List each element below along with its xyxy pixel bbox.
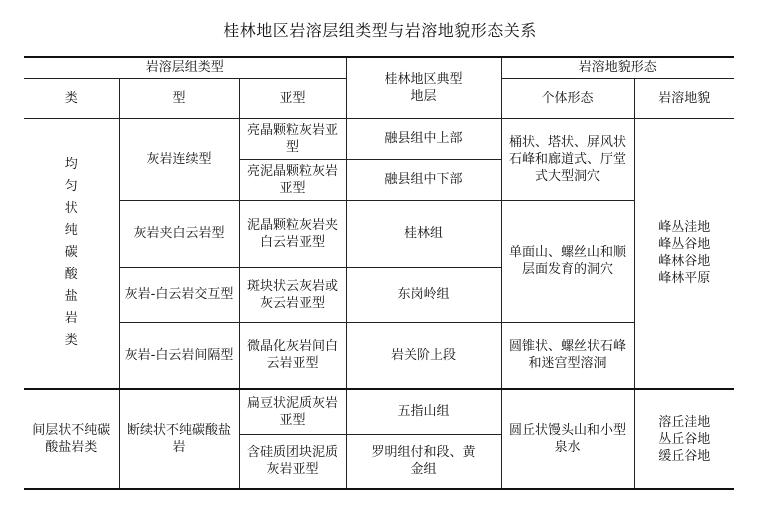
header-individual: 个体形态 bbox=[501, 78, 634, 118]
form-cell-1: 桶状、塔状、屏风状石峰和廊道式、厅堂式大型洞穴 bbox=[501, 118, 634, 200]
type-cell-1: 灰岩连续型 bbox=[119, 118, 239, 200]
header-group: 岩溶层组类型 bbox=[24, 57, 346, 78]
strata-cell-6: 五指山组 bbox=[346, 389, 501, 434]
subtype-cell-7: 含硅质团块泥质灰岩亚型 bbox=[239, 434, 346, 489]
header-class: 类 bbox=[24, 78, 119, 118]
class-cell-2: 间层状不纯碳酸盐岩类 bbox=[24, 389, 119, 489]
subtype-cell-1: 亮晶颗粒灰岩亚型 bbox=[239, 118, 346, 159]
header-karst: 岩溶地貌 bbox=[634, 78, 734, 118]
form-cell-2: 单面山、螺丝山和顺层面发育的洞穴 bbox=[501, 200, 634, 322]
form-cell-3: 圆锥状、螺丝状石峰和迷宫型溶洞 bbox=[501, 322, 634, 389]
type-cell-3: 灰岩-白云岩交互型 bbox=[119, 267, 239, 322]
strata-cell-1: 融县组中上部 bbox=[346, 118, 501, 159]
strata-cell-4: 东岗岭组 bbox=[346, 267, 501, 322]
header-landform: 岩溶地貌形态 bbox=[501, 57, 734, 78]
type-cell-5: 断续状不纯碳酸盐岩 bbox=[119, 389, 239, 489]
class-cell-1: 均匀状纯碳酸盐岩类 bbox=[24, 118, 119, 389]
karst-cell-2: 溶丘洼地 丛丘谷地 缓丘谷地 bbox=[634, 389, 734, 489]
karst-cell-1: 峰丛洼地 峰丛谷地 峰林谷地 峰林平原 bbox=[634, 118, 734, 389]
karst-classification-table bbox=[24, 56, 734, 490]
table-title: 桂林地区岩溶层组类型与岩溶地貌形态关系 bbox=[223, 21, 537, 40]
form-cell-4: 圆丘状馒头山和小型泉水 bbox=[501, 389, 634, 489]
subtype-cell-6: 扁豆状泥质灰岩亚型 bbox=[239, 389, 346, 434]
type-cell-4: 灰岩-白云岩间隔型 bbox=[119, 322, 239, 389]
strata-cell-5: 岩关阶上段 bbox=[346, 322, 501, 389]
header-subtype: 亚型 bbox=[239, 78, 346, 118]
strata-cell-2: 融县组中下部 bbox=[346, 159, 501, 200]
subtype-cell-5: 微晶化灰岩间白云岩亚型 bbox=[239, 322, 346, 389]
header-type: 型 bbox=[119, 78, 239, 118]
subtype-cell-3: 泥晶颗粒灰岩夹白云岩亚型 bbox=[239, 200, 346, 267]
strata-cell-7: 罗明组付和段、黄金组 bbox=[346, 434, 501, 489]
type-cell-2: 灰岩夹白云岩型 bbox=[119, 200, 239, 267]
subtype-cell-2: 亮泥晶颗粒灰岩亚型 bbox=[239, 159, 346, 200]
strata-cell-3: 桂林组 bbox=[346, 200, 501, 267]
header-strata: 桂林地区典型地层 bbox=[346, 57, 501, 118]
subtype-cell-4: 斑块状云灰岩或灰云岩亚型 bbox=[239, 267, 346, 322]
